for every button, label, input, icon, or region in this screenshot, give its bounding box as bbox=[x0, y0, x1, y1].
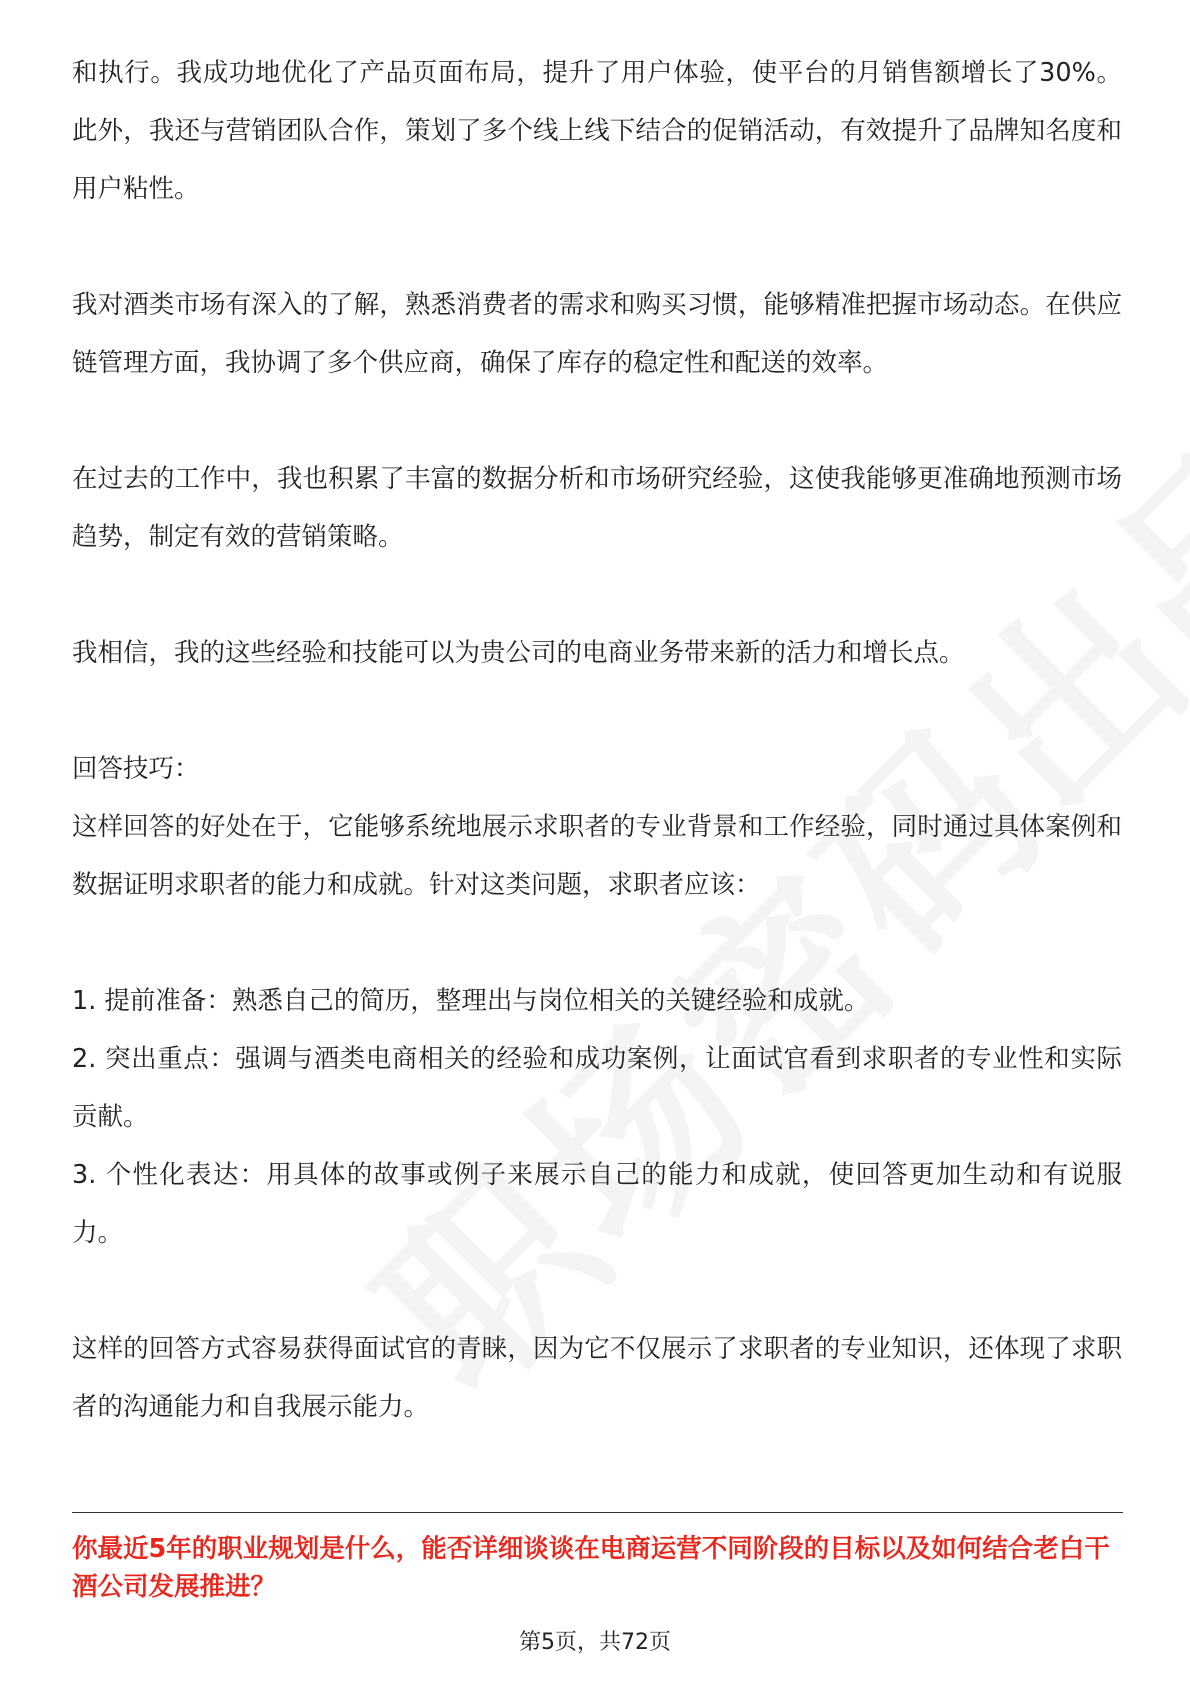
tips-conclusion: 这样的回答方式容易获得面试官的青睐，因为它不仅展示了求职者的专业知识，还体现了求职者的沟通能力和自我展示能力。 bbox=[72, 1334, 1122, 1422]
paragraph-4: 我相信，我的这些经验和技能可以为贵公司的电商业务带来新的活力和增长点。 bbox=[72, 638, 965, 668]
next-question: 你最近5年的职业规划是什么，能否详细谈谈在电商运营不同阶段的目标以及如何结合老白干酒公司发展推进？ bbox=[72, 1534, 1110, 1602]
page-number: 第5页，共72页 bbox=[519, 1630, 671, 1655]
paragraph-1: 和执行。我成功地优化了产品页面布局，提升了用户体验，使平台的月销售额增长了30%。此外，我还与营销团队合作，策划了多个线上线下结合的促销活动，有效提升了品牌知名度和用户粘性。 bbox=[72, 58, 1122, 204]
tip-item-1: 1. 提前准备：熟悉自己的简历，整理出与岗位相关的关键经验和成就。 bbox=[72, 986, 870, 1016]
tip-item-2: 2. 突出重点：强调与酒类电商相关的经验和成功案例，让面试官看到求职者的专业性和实际贡献。 bbox=[72, 1044, 1122, 1132]
page-content bbox=[72, 44, 1122, 1436]
tip-item-3: 3. 个性化表达：用具体的故事或例子来展示自己的能力和成就，使回答更加生动和有说服力。 bbox=[72, 1160, 1122, 1248]
paragraph-2: 我对酒类市场有深入的了解，熟悉消费者的需求和购买习惯，能够精准把握市场动态。在供应链管理方面，我协调了多个供应商，确保了库存的稳定性和配送的效率。 bbox=[72, 290, 1122, 378]
tips-intro: 这样回答的好处在于，它能够系统地展示求职者的专业背景和工作经验，同时通过具体案例和数据证明求职者的能力和成就。针对这类问题，求职者应该： bbox=[72, 812, 1122, 900]
paragraph-3: 在过去的工作中，我也积累了丰富的数据分析和市场研究经验，这使我能够更准确地预测市场趋势，制定有效的营销策略。 bbox=[72, 464, 1122, 552]
section-divider bbox=[72, 1512, 1123, 1513]
tips-heading: 回答技巧： bbox=[72, 754, 200, 784]
